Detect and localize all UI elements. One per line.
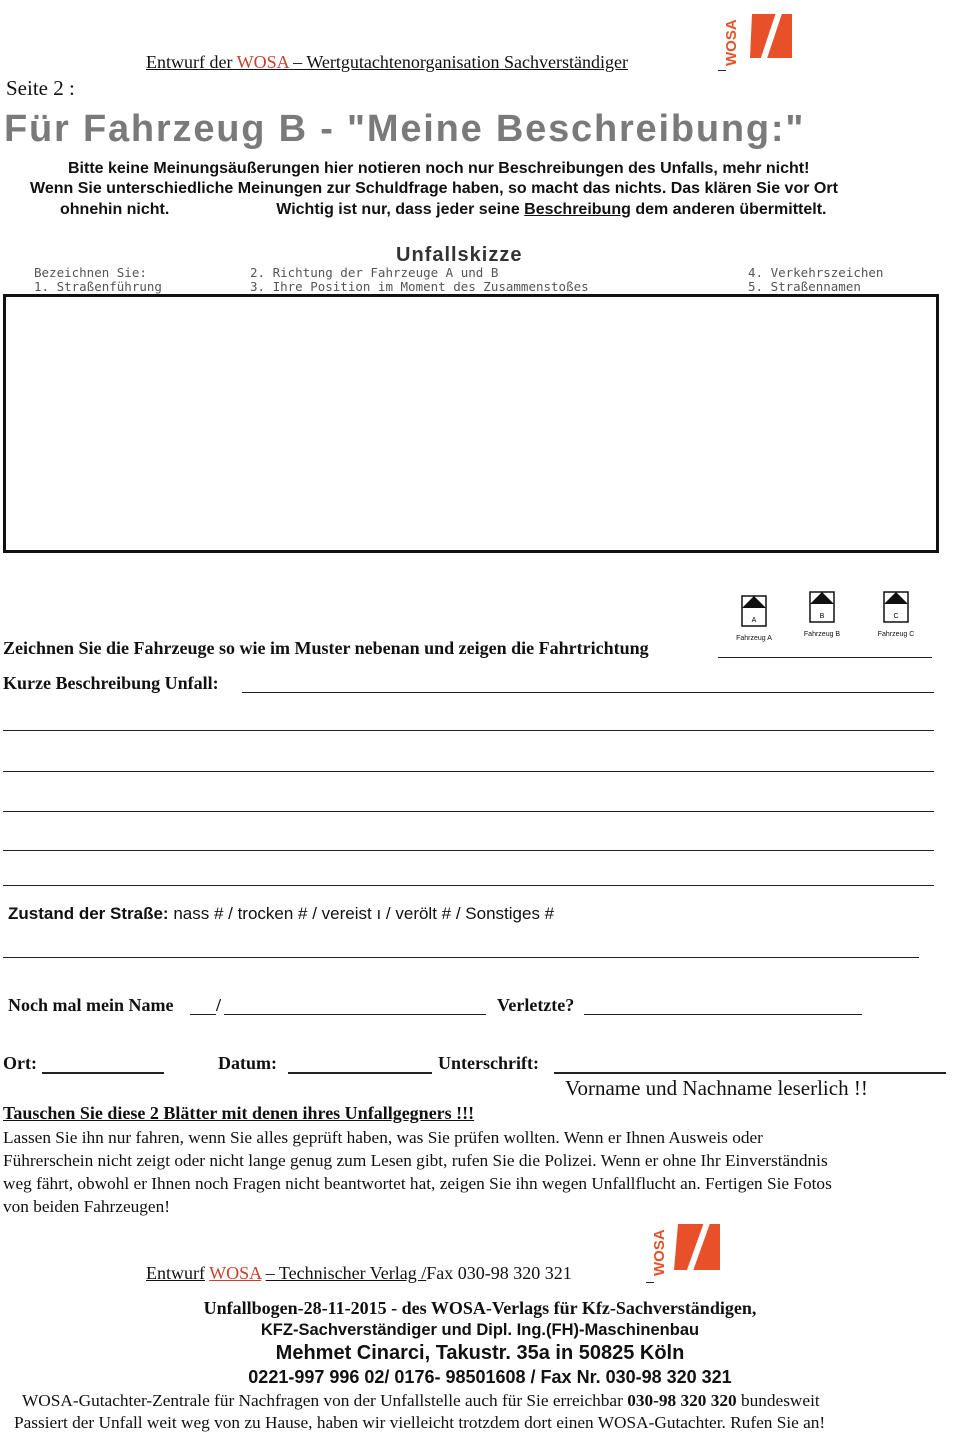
description-line-2[interactable] — [3, 771, 934, 772]
hotline-number: 030-98 320 320 — [627, 1391, 737, 1410]
injured-label: Verletzte? — [497, 995, 575, 1015]
footer-dash — [646, 1282, 654, 1283]
sketch-col2a: 2. Richtung der Fahrzeuge A und B — [250, 265, 499, 280]
svg-text:B: B — [819, 613, 825, 620]
road-condition — [8, 904, 554, 924]
advice-line-1: Lassen Sie ihn nur fahren, wenn Sie alles geprüft haben, was Sie prüfen wollten. Wenn er Ihnen Ausweis oder — [3, 1128, 763, 1147]
intro-line-3d: dem anderen übermittelt. — [635, 201, 827, 218]
description-line-5[interactable] — [3, 885, 934, 886]
svg-text:A: A — [751, 617, 757, 624]
injured-line[interactable] — [584, 1014, 862, 1015]
header-brand: WOSA — [236, 52, 289, 72]
sketch-col1b: 1. Straßenführung — [34, 279, 162, 294]
header-suffix: – Wertgutachtenorganisation Sachverständiger — [293, 52, 628, 72]
place-line[interactable] — [42, 1072, 164, 1074]
date-label: Datum: — [218, 1053, 277, 1073]
place-label: Ort: — [3, 1053, 37, 1073]
footer-line-2: KFZ-Sachverständiger und Dipl. Ing.(FH)-Maschinenbau — [260, 1321, 700, 1339]
sketch-col3b: 5. Straßennamen — [748, 279, 861, 294]
intro-line-3 — [60, 201, 826, 219]
logo-text: WOSA — [723, 19, 740, 66]
vehicle-a-label: Fahrzeug A — [736, 635, 772, 642]
advice-paragraph — [3, 1126, 832, 1218]
footer-line-6: Passiert der Unfall weit weg von zu Hause, haben wir vielleicht trotzdem dort einen WOSA-Gutachter. Rufen Sie an! — [14, 1413, 826, 1432]
footer-fax: Fax 030-98 320 321 — [426, 1263, 572, 1283]
draw-instruction: Zeichnen Sie die Fahrzeuge so wie im Muster nebenan und zeigen die Fahrtrichtung — [3, 638, 649, 658]
road-condition-options[interactable]: nass # / trocken # / vereist ı / verölt # / Sonstiges # — [173, 904, 555, 923]
signature-label: Unterschrift: — [438, 1053, 539, 1073]
page-label: Seite 2 : — [6, 76, 75, 100]
vehicle-icons — [730, 588, 930, 644]
footer-line-4: 0221-997 996 02/ 0176- 98501608 / Fax Nr. 030-98 320 321 — [248, 1367, 732, 1387]
header-dash — [718, 70, 726, 71]
signature-hint: Vorname und Nachname leserlich !! — [565, 1076, 868, 1100]
sketch-col3a: 4. Verkehrszeichen — [748, 265, 884, 280]
description-line-4[interactable] — [3, 850, 934, 851]
footer-line-5 — [22, 1391, 820, 1411]
advice-line-3: weg fährt, obwohl er Ihnen noch Fragen nicht beantwortet hat, zeigen Sie ihn wegen Unfallflucht an. Fertigen Sie Fotos — [3, 1174, 832, 1193]
sketch-box[interactable] — [3, 294, 939, 553]
exchange-notice: Tauschen Sie diese 2 Blätter mit denen ihres Unfallgegners !!! — [3, 1103, 475, 1123]
description-line-1[interactable] — [3, 730, 934, 731]
name-label: Noch mal mein Name — [8, 995, 174, 1015]
vehicle-b-icon — [804, 588, 840, 626]
intro-line-2: Wenn Sie unterschiedliche Meinungen zur Schuldfrage haben, so macht das nichts. Das klären Sie vor Ort — [30, 180, 838, 197]
wosa-logo-top — [722, 8, 798, 68]
road-condition-label: Zustand der Straße: — [8, 904, 169, 923]
signature-line[interactable] — [554, 1072, 946, 1074]
date-line[interactable] — [288, 1072, 432, 1074]
name-line-2[interactable] — [224, 1014, 486, 1015]
page-title: Für Fahrzeug B - "Meine Beschreibung:" — [4, 108, 806, 150]
intro-line-1: Bitte keine Meinungsäußerungen hier notieren noch nur Beschreibungen des Unfalls, mehr nicht! — [68, 160, 810, 177]
svg-text:WOSA: WOSA — [651, 1229, 668, 1276]
sketch-instructions — [34, 266, 924, 296]
footer-line-5c: bundesweit — [740, 1391, 820, 1410]
sketch-title: Unfallskizze — [396, 244, 523, 266]
name-separator: / — [216, 995, 222, 1015]
vehicle-c-label: Fahrzeug C — [877, 631, 915, 638]
intro-line-3b: Wichtig ist nur, dass jeder seine — [276, 201, 520, 218]
road-condition-line[interactable] — [3, 957, 919, 958]
wosa-logo-bottom — [648, 1218, 724, 1278]
vehicle-a-icon — [736, 592, 772, 630]
advice-line-2: Führerschein nicht zeigt oder nicht lange genug zum Lesen gibt, rufen Sie die Polizei. Wenn er ohne Ihr Einverständnis — [3, 1151, 828, 1170]
footer-brand: WOSA — [209, 1263, 262, 1283]
description-line-0[interactable] — [242, 692, 934, 693]
vehicle-a — [736, 592, 772, 642]
vehicle-c — [878, 588, 914, 638]
intro-line-3c: Beschreibung — [524, 201, 631, 218]
name-line-1[interactable] — [190, 1014, 216, 1015]
footer-line-3: Mehmet Cinarci, Takustr. 35a in 50825 Köln — [275, 1342, 685, 1364]
description-line-3[interactable] — [3, 811, 934, 812]
advice-line-4: von beiden Fahrzeugen! — [3, 1197, 170, 1216]
vehicle-b-label: Fahrzeug B — [803, 631, 841, 638]
sketch-col2b: 3. Ihre Position im Moment des Zusammenstoßes — [250, 279, 589, 294]
intro-line-3a: ohnehin nicht. — [60, 201, 170, 218]
footer-prefix: Entwurf — [146, 1263, 205, 1283]
header-line — [146, 52, 628, 73]
header-prefix: Entwurf der — [146, 52, 233, 72]
footer-middle: – Technischer Verlag / — [265, 1263, 427, 1283]
vehicle-b — [804, 588, 840, 638]
vehicle-c-icon — [878, 588, 914, 626]
short-description-label: Kurze Beschreibung Unfall: — [3, 673, 219, 693]
draw-instruction-line[interactable] — [718, 657, 932, 658]
footer-line-1: Unfallbogen-28-11-2015 - des WOSA-Verlags für Kfz-Sachverständigen, — [203, 1298, 757, 1318]
footer-credit — [146, 1263, 572, 1284]
svg-text:C: C — [893, 613, 899, 620]
footer-line-5a: WOSA-Gutachter-Zentrale für Nachfragen von der Unfallstelle auch für Sie erreichbar — [22, 1391, 623, 1410]
sketch-col1a: Bezeichnen Sie: — [34, 265, 147, 280]
